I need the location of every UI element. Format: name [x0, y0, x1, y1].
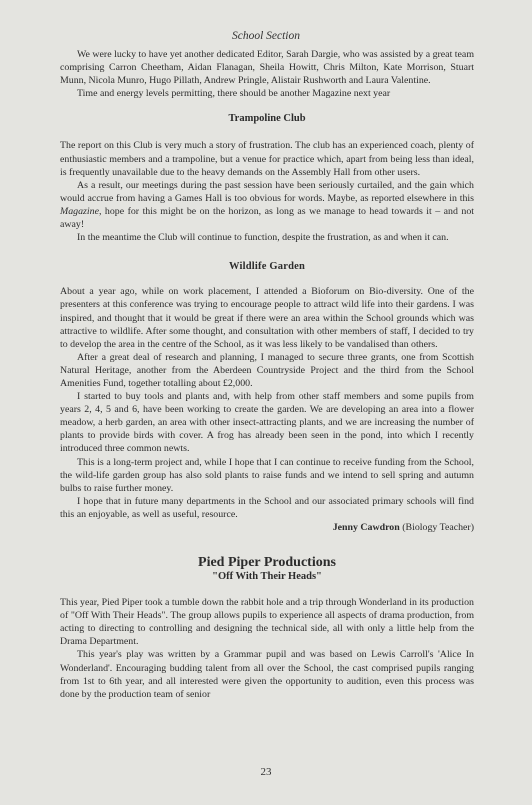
trampoline-p2-text-b: , hope for this might be on the horizon, as long as we manage to head towards it – and not away! [60, 205, 474, 231]
wildlife-heading: Wildlife Garden [228, 261, 306, 273]
wildlife-signature [60, 521, 474, 534]
pied-piper-subheading: "Off With Their Heads" [212, 571, 322, 583]
trampoline-paragraph-3: In the meantime the Club will continue to function, despite the frustration, as and when it can. [77, 232, 449, 244]
wildlife-paragraph-3: I started to buy tools and plants and, with help from other staff members and some pupils from years 2, 4, 5 and 6, have been working to create the garden. We are developing an area into a flower meadow, a herb garden, an area with other insect-attracting plants, and we are increasing the number of plants to provide birds with cover. A frog has already been seen in the pond, into which I recently introduced three common newts. [60, 391, 474, 455]
trampoline-heading: Trampoline Club [228, 113, 306, 125]
running-head: School Section [231, 30, 301, 42]
trampoline-paragraph-1: The report on this Club is very much a story of frustration. The club has an experienced coach, plenty of enthusiastic members and a trampoline, but a venue for practice which, apart from being less than ideal, is frequently unavailable due to the heavy demands on the Assembly Hall from other users. [60, 140, 474, 178]
wildlife-paragraph-1: About a year ago, while on work placement, I attended a Bioforum on Bio-diversity. One of the presenters at this conference was trying to encourage people to attract wild life into their gardens. I was inspired, and thought that it would be great if there were an area within the School grounds which was attractive to wildlife. After some thought, and consultation with other members of staff, I decided to try to develop the area in the centre of the School, as it was less likely to be vandalised than others. [60, 286, 474, 350]
pied-piper-paragraph-1: This year, Pied Piper took a tumble down the rabbit hole and a trip through Wonderland in its production of "Off With Their Heads". The group allows pupils to experience all aspects of drama production, from acting to directing to controlling and designing the technical side, all with only a little help from the Drama Department. [60, 597, 474, 648]
magazine-italic: Magazine [60, 205, 99, 217]
wildlife-paragraph-5: I hope that in future many departments in the School and our associated primary schools will find this an enjoyable, as well as useful, resource. [60, 495, 474, 520]
page-content [60, 48, 474, 701]
signature-name: Jenny Cawdron [332, 522, 400, 533]
wildlife-paragraph-2: After a great deal of research and planning, I managed to secure three grants, one from Scottish Natural Heritage, another from the Aberdeen Countryside Project and the third from the School Amenities Fund, together totalling about £2,000. [60, 351, 474, 389]
page-number: 23 [260, 766, 272, 778]
signature-role: (Biology Teacher) [399, 522, 474, 533]
trampoline-paragraph-2 [60, 179, 474, 231]
magazine-paragraph-2: Time and energy levels permitting, there should be another Magazine next year [77, 88, 391, 100]
wildlife-paragraph-4: This is a long-term project and, while I hope that I can continue to receive funding from the School, the wild-life garden group has also sold plants to raise funds and we intend to sell spring and autumn bulbs to raise further money. [60, 456, 474, 494]
trampoline-p2-text-a: As a result, our meetings during the past session have been seriously curtailed, and the gain which would accrue from having a Games Hall is too obvious for words. Maybe, as reported elsewhere in this [60, 179, 474, 204]
magazine-paragraph-1: We were lucky to have yet another dedicated Editor, Sarah Dargie, who was assisted by a great team comprising Carron Cheetham, Aidan Flanagan, Sheila Howitt, Chris Milton, Kate Morrison, Stuart Munn, Nicola Munro, Hugo Pillath, Andrew Pringle, Alistair Rushworth and Laura Valentine. [60, 49, 474, 87]
pied-piper-heading: Pied Piper Productions [198, 555, 336, 571]
pied-piper-paragraph-2: This year's play was written by a Grammar pupil and was based on Lewis Carroll's 'Alice In Wonderland'. Encouraging budding talent from all over the School, the cast comprised pupils ranging from 1st to 6th year, and all interested were given the opportunity to audition, even this process was done by the production team of senior [60, 649, 474, 700]
